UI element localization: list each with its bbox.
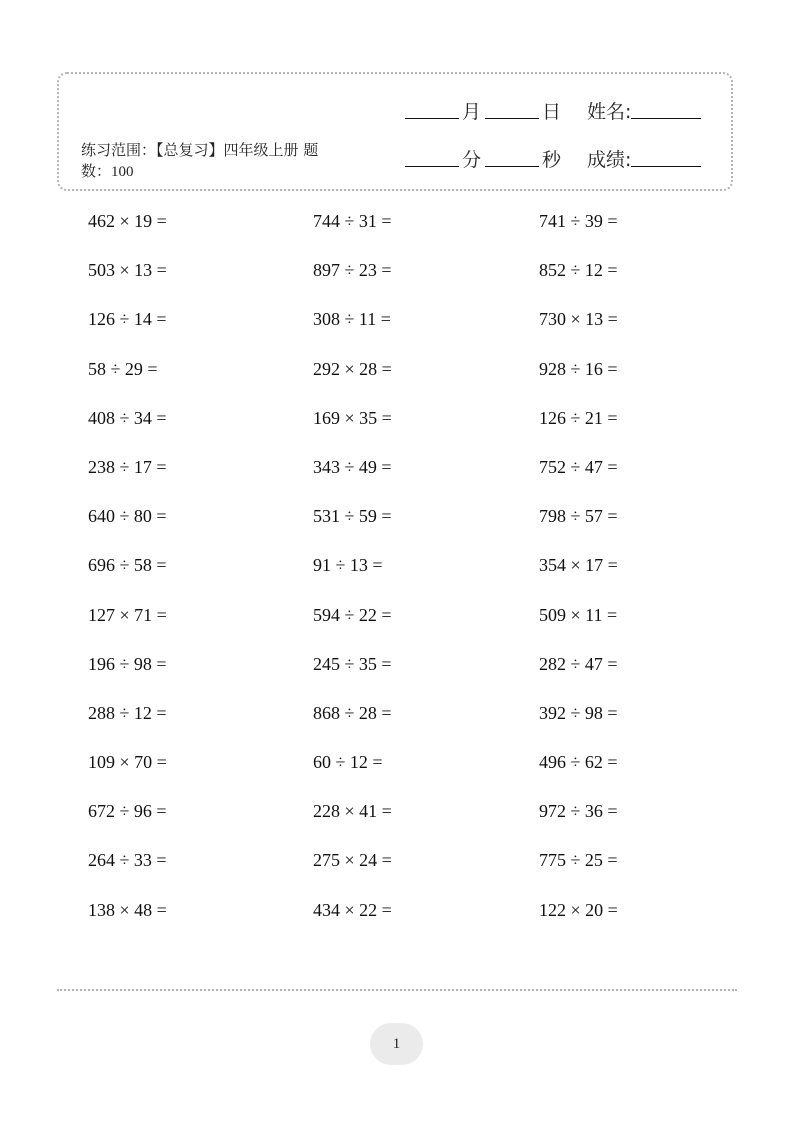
math-problem: 434 × 22 = [313, 899, 392, 920]
math-problem: 196 ÷ 98 = [88, 653, 167, 674]
page-number-badge: 1 [370, 1023, 423, 1065]
score-label: 成绩: [587, 149, 632, 171]
math-problem: 462 × 19 = [88, 211, 167, 231]
minute-blank[interactable] [405, 166, 459, 167]
math-problem: 126 ÷ 21 = [539, 407, 618, 428]
math-problem: 122 × 20 = [539, 899, 618, 920]
math-problem: 752 ÷ 47 = [539, 456, 618, 477]
math-problem: 744 ÷ 31 = [313, 211, 392, 231]
name-label: 姓名: [587, 101, 632, 123]
practice-range-label: 练习范围：【总复习】四年级上册 [81, 141, 299, 159]
problem-row [88, 895, 708, 944]
problem-row [88, 403, 708, 452]
problem-row [88, 255, 708, 304]
problem-row [88, 845, 708, 894]
minute-label: 分 [462, 149, 482, 171]
math-problem: 354 × 17 = [539, 555, 618, 576]
math-problem: 408 ÷ 34 = [88, 407, 167, 428]
problem-row [88, 304, 708, 353]
math-problem: 972 ÷ 36 = [539, 801, 618, 822]
math-problem: 775 ÷ 25 = [539, 850, 618, 871]
second-label: 秒 [542, 149, 562, 171]
problem-row [88, 501, 708, 550]
math-problem: 91 ÷ 13 = [313, 555, 383, 576]
math-problem: 238 ÷ 17 = [88, 456, 167, 477]
time-score-row [405, 142, 701, 172]
date-name-row [405, 94, 701, 124]
math-problem: 897 ÷ 23 = [313, 260, 392, 281]
math-problem: 509 × 11 = [539, 604, 618, 625]
math-problem: 798 ÷ 57 = [539, 506, 618, 527]
math-problem: 594 ÷ 22 = [313, 604, 392, 625]
problem-row [88, 452, 708, 501]
problem-grid [88, 206, 708, 944]
problem-count-label: 题数： [81, 141, 319, 180]
practice-range-info [81, 140, 321, 183]
math-problem: 264 ÷ 33 = [88, 850, 167, 871]
math-problem: 640 ÷ 80 = [88, 506, 167, 527]
math-problem: 169 × 35 = [313, 407, 392, 428]
second-blank[interactable] [485, 166, 539, 167]
math-problem: 741 ÷ 39 = [539, 211, 618, 231]
math-problem: 228 × 41 = [313, 801, 392, 822]
math-problem: 288 ÷ 12 = [88, 702, 167, 723]
math-problem: 109 × 70 = [88, 752, 167, 773]
math-problem: 58 ÷ 29 = [88, 358, 158, 379]
math-problem: 292 × 28 = [313, 358, 392, 379]
math-problem: 392 ÷ 98 = [539, 702, 618, 723]
math-problem: 868 ÷ 28 = [313, 702, 392, 723]
problem-row [88, 796, 708, 845]
problem-row [88, 600, 708, 649]
score-blank[interactable] [631, 166, 701, 167]
month-blank[interactable] [405, 118, 459, 119]
problem-row [88, 747, 708, 796]
math-problem: 138 × 48 = [88, 899, 167, 920]
month-label: 月 [462, 101, 482, 123]
math-problem: 60 ÷ 12 = [313, 752, 383, 773]
math-problem: 127 × 71 = [88, 604, 167, 625]
problem-row [88, 354, 708, 403]
math-problem: 275 × 24 = [313, 850, 392, 871]
footer-divider [57, 989, 737, 991]
math-problem: 308 ÷ 11 = [313, 309, 391, 330]
math-problem: 503 × 13 = [88, 260, 167, 281]
math-problem: 282 ÷ 47 = [539, 653, 618, 674]
math-problem: 672 ÷ 96 = [88, 801, 167, 822]
worksheet-header-box [57, 72, 733, 191]
name-blank[interactable] [631, 118, 701, 119]
math-problem: 852 ÷ 12 = [539, 260, 618, 281]
problem-row [88, 698, 708, 747]
math-problem: 696 ÷ 58 = [88, 555, 167, 576]
math-problem: 343 ÷ 49 = [313, 456, 392, 477]
problem-count-value: 100 [111, 164, 134, 180]
math-problem: 531 ÷ 59 = [313, 506, 392, 527]
day-blank[interactable] [485, 118, 539, 119]
problem-row [88, 550, 708, 599]
math-problem: 496 ÷ 62 = [539, 752, 618, 773]
problem-row [88, 206, 708, 255]
math-problem: 126 ÷ 14 = [88, 309, 167, 330]
day-label: 日 [542, 101, 562, 123]
problem-row [88, 649, 708, 698]
math-problem: 928 ÷ 16 = [539, 358, 618, 379]
math-problem: 245 ÷ 35 = [313, 653, 392, 674]
math-problem: 730 × 13 = [539, 309, 618, 330]
